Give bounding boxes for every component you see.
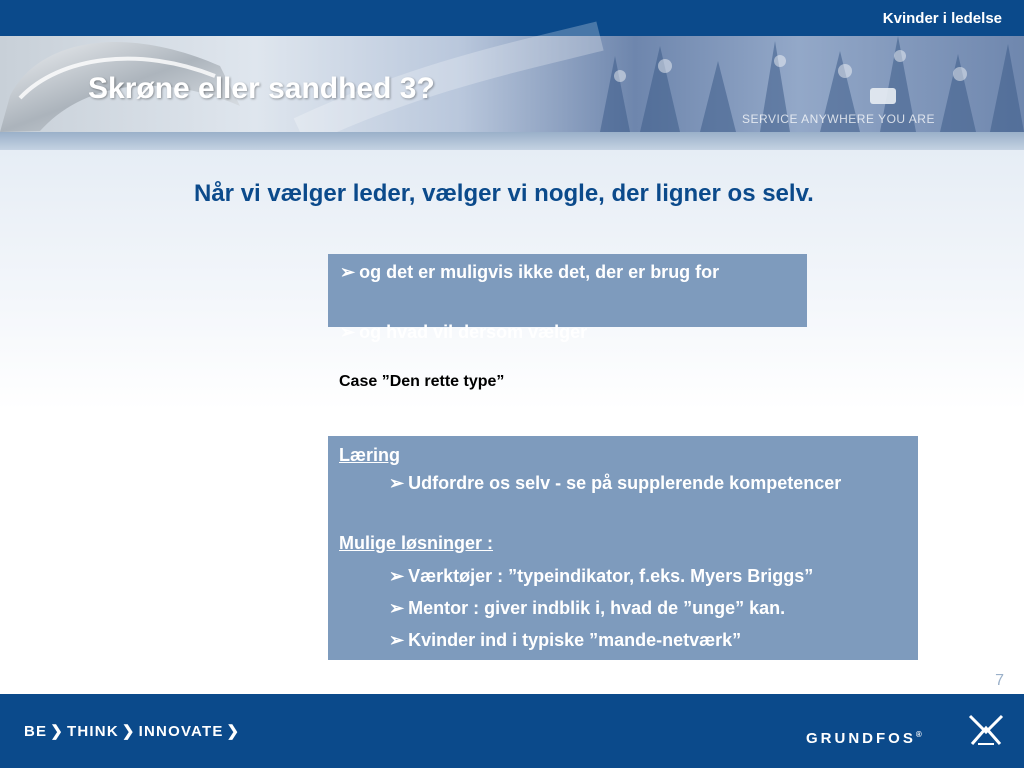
grundfos-logo-icon bbox=[968, 714, 1004, 746]
list-item-text: Værktøjer : ”typeindikator, f.eks. Myers Briggs” bbox=[408, 566, 814, 586]
arrow-bullet-icon: ➢ bbox=[389, 598, 405, 618]
solutions-header: Mulige løsninger : bbox=[339, 533, 494, 553]
presentation-label: Kvinder i ledelse bbox=[882, 10, 1002, 27]
slogan-word: INNOVATE bbox=[138, 723, 224, 740]
page-number: 7 bbox=[995, 672, 1004, 689]
learning-header: Læring bbox=[339, 445, 400, 465]
list-item-text: Mentor : giver indblik i, hvad de ”unge” kan. bbox=[408, 598, 786, 618]
bullet-box-top bbox=[328, 254, 807, 342]
chevron-right-icon: ❯ bbox=[50, 723, 65, 740]
arrow-bullet-icon: ➢ bbox=[389, 630, 405, 650]
slide-title: Skrøne eller sandhed 3? bbox=[88, 72, 435, 105]
slogan-word: THINK bbox=[67, 723, 119, 740]
list-item bbox=[389, 473, 841, 494]
chevron-right-icon: ❯ bbox=[121, 723, 136, 740]
list-item-text: Kvinder ind i typiske ”mande-netværk” bbox=[408, 630, 742, 650]
list-item bbox=[389, 566, 813, 587]
slogan-word: BE bbox=[24, 723, 48, 740]
learning-box bbox=[328, 436, 918, 660]
top-bar bbox=[0, 0, 1024, 36]
arrow-bullet-icon: ➢ bbox=[389, 566, 405, 586]
list-item-text: Udfordre os selv - se på supplerende kompetencer bbox=[408, 473, 842, 493]
slogan bbox=[24, 722, 243, 740]
header-subband bbox=[0, 132, 1024, 150]
list-item bbox=[340, 320, 800, 344]
lead-statement: Når vi vælger leder, vælger vi nogle, der ligner os selv. bbox=[194, 180, 814, 207]
list-item bbox=[340, 260, 800, 284]
header-banner bbox=[0, 36, 1024, 132]
arrow-bullet-icon: ➢ bbox=[340, 262, 356, 282]
arrow-bullet-icon: ➢ bbox=[340, 322, 356, 342]
list-item-text: og hvad vil dersom vælger bbox=[359, 322, 588, 342]
case-title: Case ”Den rette type” bbox=[339, 373, 505, 390]
arrow-bullet-icon: ➢ bbox=[389, 473, 405, 493]
grundfos-logo-text: GRUNDFOS® bbox=[806, 730, 925, 747]
list-item bbox=[389, 630, 741, 651]
list-item-text: og det er muligvis ikke det, der er brug for bbox=[359, 262, 720, 282]
banner-tagline: SERVICE ANYWHERE YOU ARE bbox=[742, 112, 935, 126]
list-item bbox=[389, 598, 785, 619]
footer-bar bbox=[0, 694, 1024, 768]
chevron-right-icon: ❯ bbox=[226, 723, 241, 740]
